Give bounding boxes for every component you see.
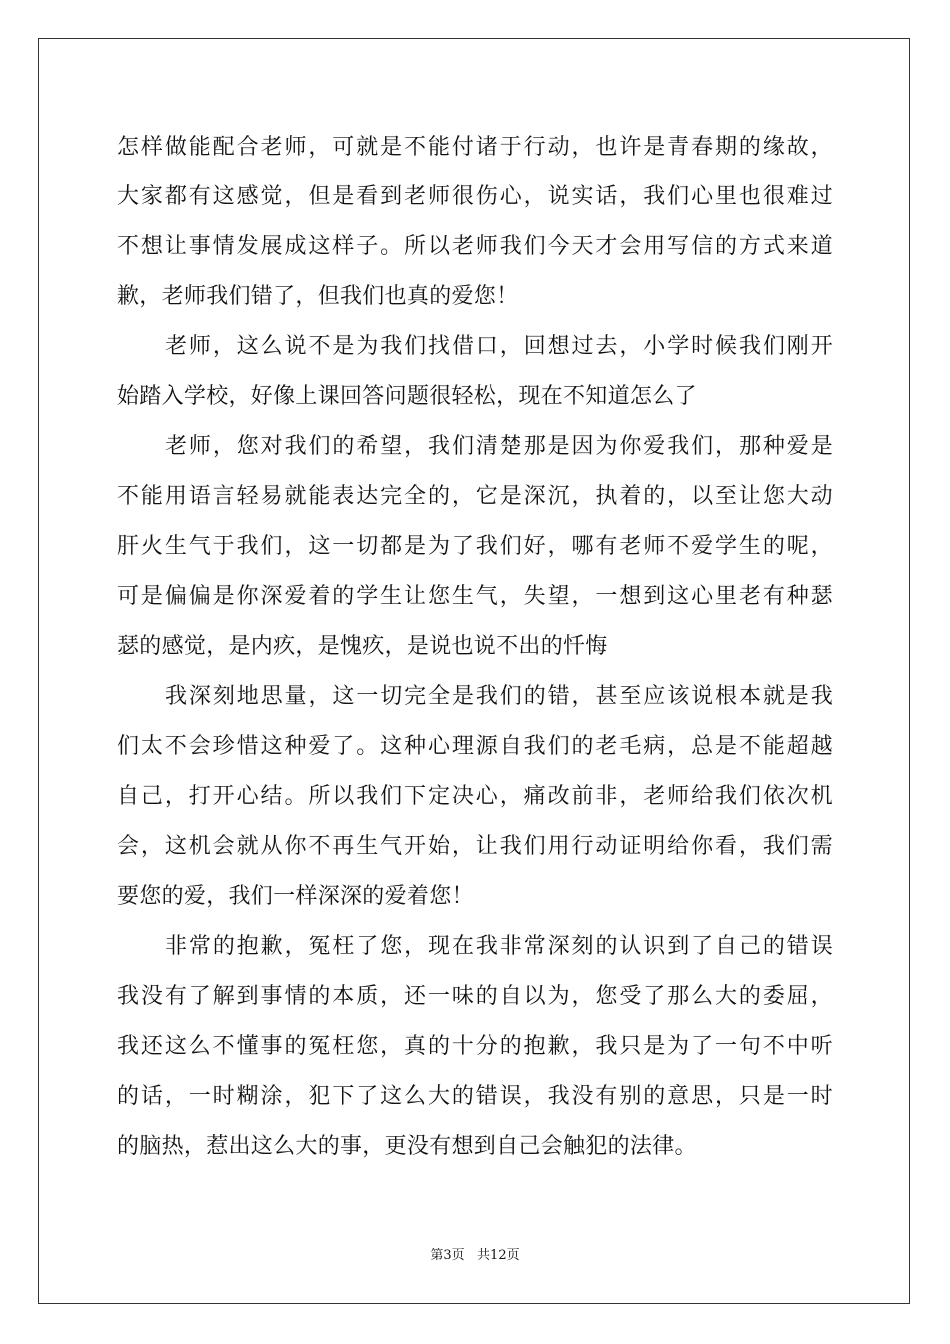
body-text-line: 瑟的感觉，是内疚，是愧疚，是说也说不出的忏悔 <box>117 634 608 659</box>
body-text-line: 老师，这么说不是为我们找借口，回想过去，小学时候我们刚开 <box>165 334 833 359</box>
body-text-line: 不想让事情发展成这样子。所以老师我们今天才会用写信的方式来道 <box>117 234 833 259</box>
body-text-line: 自己，打开心结。所以我们下定决心，痛改前非，老师给我们依次机 <box>117 784 833 809</box>
page-border <box>38 38 910 1304</box>
body-text-line: 怎样做能配合老师，可就是不能付诸于行动，也许是青春期的缘故， <box>117 135 833 160</box>
body-text-line: 我深刻地思量，这一切完全是我们的错，甚至应该说根本就是我 <box>165 684 833 709</box>
body-text-line: 不能用语言轻易就能表达完全的，它是深沉，执着的，以至让您大动 <box>117 484 833 509</box>
body-text-line: 老师，您对我们的希望，我们清楚那是因为你爱我们，那种爱是 <box>165 434 833 459</box>
body-text-line: 可是偏偏是你深爱着的学生让您生气，失望，一想到这心里老有种瑟 <box>117 584 833 609</box>
body-text-line: 们太不会珍惜这种爱了。这种心理源自我们的老毛病，总是不能超越 <box>117 734 833 759</box>
body-text-line: 肝火生气于我们，这一切都是为了我们好，哪有老师不爱学生的呢， <box>117 534 833 559</box>
body-text-line: 会，这机会就从你不再生气开始，让我们用行动证明给你看，我们需 <box>117 834 833 859</box>
body-text-line: 我还这么不懂事的冤枉您，真的十分的抱歉，我只是为了一句不中听 <box>117 1034 833 1059</box>
body-text-line: 的脑热，惹出这么大的事，更没有想到自己会触犯的法律。 <box>117 1134 697 1159</box>
body-text-line: 始踏入学校，好像上课回答问题很轻松，现在不知道怎么了 <box>117 384 697 409</box>
body-text-line: 非常的抱歉，冤枉了您，现在我非常深刻的认识到了自己的错误 <box>165 934 833 959</box>
body-text-line: 的话，一时糊涂，犯下了这么大的错误，我没有别的意思，只是一时 <box>117 1084 833 1109</box>
body-text-line: 我没有了解到事情的本质，还一味的自以为，您受了那么大的委屈， <box>117 984 833 1009</box>
body-text-line: 大家都有这感觉，但是看到老师很伤心，说实话，我们心里也很难过 <box>117 184 833 209</box>
body-text-line: 要您的爱，我们一样深深的爱着您！ <box>117 884 474 909</box>
page-number: 第3页 共12页 <box>430 1248 520 1263</box>
body-text-line: 歉，老师我们错了，但我们也真的爱您！ <box>117 284 519 309</box>
